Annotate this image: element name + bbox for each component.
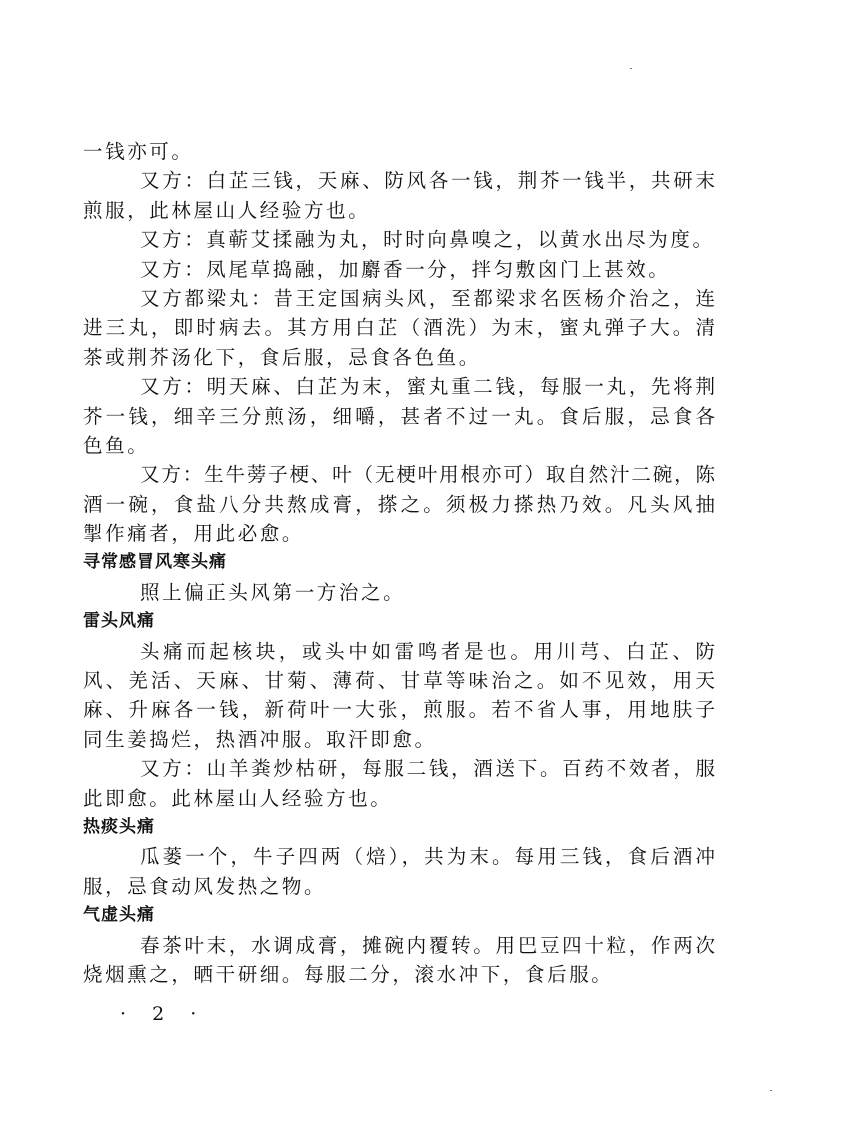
paragraph-line: 此即愈。此林屋山人经验方也。 [83, 786, 393, 810]
paragraph-line: 又方都梁丸：昔王定国病头风，至都梁求名医杨介治之，连 [140, 286, 715, 310]
paragraph-line: 头痛而起核块，或头中如雷鸣者是也。用川芎、白芷、防 [140, 639, 715, 663]
paragraph-line: 服，忌食动风发热之物。 [83, 874, 327, 898]
section-heading: 热痰头痛 [83, 816, 155, 837]
paragraph-line: 芥一钱，细辛三分煎汤，细嚼，甚者不过一丸。食后服，忌食各 [83, 404, 715, 428]
paragraph-line: 同生姜捣烂，热酒冲服。取汗即愈。 [83, 727, 437, 751]
paragraph-line: 又方：明天麻、白芷为末，蜜丸重二钱，每服一丸，先将荆 [140, 375, 715, 399]
paragraph-line: 又方：白芷三钱，天麻、防风各一钱，荆芥一钱半，共研末 [140, 169, 715, 193]
section-heading: 寻常感冒风寒头痛 [83, 552, 227, 573]
section-heading: 雷头风痛 [83, 611, 155, 632]
page-number: · 2 · [120, 1003, 207, 1025]
paragraph-line: 色鱼。 [83, 433, 150, 457]
paragraph-line: 进三丸，即时病去。其方用白芷（酒洗）为末，蜜丸弹子大。清 [83, 316, 715, 340]
paragraph-line: 照上偏正头风第一方治之。 [140, 580, 406, 604]
paragraph-line: 烧烟熏之，晒干研细。每服二分，滚水冲下，食后服。 [83, 962, 614, 986]
paragraph-line: 麻、升麻各一钱，新荷叶一大张，煎服。若不省人事，用地肤子 [83, 698, 715, 722]
paragraph-line: 煎服，此林屋山人经验方也。 [83, 198, 371, 222]
paragraph-line: 又方：真蕲艾揉融为丸，时时向鼻嗅之，以黄水出尽为度。 [140, 228, 715, 252]
paragraph-line: 一钱亦可。 [83, 140, 194, 163]
paragraph-line: 茶或荆芥汤化下，食后服，忌食各色鱼。 [83, 345, 481, 369]
scan-speck [630, 68, 632, 69]
paragraph-line: 瓜蒌一个，牛子四两（焙），共为末。每用三钱，食后酒冲 [140, 845, 715, 869]
scan-speck [770, 1090, 772, 1091]
paragraph-line: 又方：山羊粪炒枯研，每服二钱，酒送下。百药不效者，服 [140, 757, 715, 781]
paragraph-line: 春茶叶末，水调成膏，摊碗内覆转。用巴豆四十粒，作两次 [140, 933, 715, 957]
paragraph-line: 酒一碗，食盐八分共熬成膏，搽之。须极力搽热乃效。凡头风抽 [83, 492, 715, 516]
paragraph-line: 又方：生牛蒡子梗、叶（无梗叶用根亦可）取自然汁二碗，陈 [140, 463, 715, 487]
page-body [83, 137, 715, 989]
paragraph-line: 掣作痛者，用此必愈。 [83, 522, 305, 546]
paragraph-line: 又方：凤尾草捣融，加麝香一分，拌匀敷囟门上甚效。 [140, 257, 671, 281]
section-heading: 气虚头痛 [83, 905, 155, 926]
paragraph-line: 风、羌活、天麻、甘菊、薄荷、甘草等味治之。如不见效，用天 [83, 669, 715, 693]
